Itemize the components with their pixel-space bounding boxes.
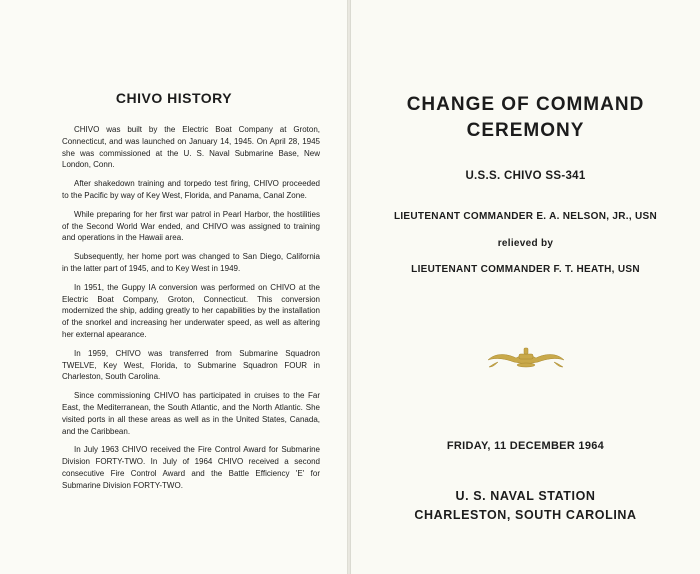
ceremony-title-line2: CEREMONY [466,120,585,141]
station-location [351,487,700,525]
history-paragraph: Subsequently, her home port was changed to San Diego, California in the latter part of 1945, and to Key West in 1949. [62,252,320,273]
history-title: CHIVO HISTORY [115,90,233,106]
right-page [351,0,700,574]
dolphins-insignia-icon [486,340,566,372]
ceremony-title-line1: CHANGE OF COMMAND [406,94,645,115]
station-line2: CHARLESTON, SOUTH CAROLINA [414,508,637,522]
history-paragraph: Since commissioning CHIVO has participated in cruises to the Far East, the Mediterranean, the South Atlantic, and the North Atlantic. She visited ports in all these areas as well as in the United States, Canada, and the Caribbean. [62,391,320,436]
station-line1: U. S. NAVAL STATION [455,489,596,503]
incoming-commander: LIEUTENANT COMMANDER F. T. HEATH, USN [411,264,640,275]
left-page [0,0,348,574]
history-paragraph: In 1959, CHIVO was transferred from Submarine Squadron TWELVE, Key West, Florida, to Submarine Squadron FOUR in Charleston, South Carolina. [62,348,320,382]
ship-name: U.S.S. CHIVO SS-341 [465,170,586,182]
history-paragraph: In July 1963 CHIVO received the Fire Control Award for Submarine Division FORTY-TWO. In July of 1964 CHIVO received a second consecutive Fire Control Award and the Battle Efficiency 'E' for Submarine Division FORTY-TWO. [62,445,320,490]
outgoing-commander: LIEUTENANT COMMANDER E. A. NELSON, JR., USN [393,211,658,222]
ceremony-title [351,92,700,144]
ceremony-date: FRIDAY, 11 DECEMBER 1964 [446,440,605,452]
history-text [62,124,320,499]
history-paragraph: CHIVO was built by the Electric Boat Company at Groton, Connecticut, and was launched on January 14, 1945. On April 28, 1945 she was commissioned at the U. S. Naval Submarine Base, New London, Conn. [62,125,320,170]
history-paragraph: While preparing for her first war patrol in Pearl Harbor, the hostilities of the Second World War ended, and CHIVO was assigned to training and operations in the Hawaii area. [62,209,320,243]
relieved-by-label: relieved by [497,238,554,249]
history-paragraph: In 1951, the Guppy IA conversion was performed on CHIVO at the Electric Boat Company, Groton, Connecticut. This conversion modernized the ship, adding greatly to her capabilities by the installation of the snorkel and increasing her underwater speed, as well as altering her external apearance. [62,282,320,339]
history-paragraph: After shakedown training and torpedo test firing, CHIVO proceeded to the Pacific by way of Key West, Florida, and Panama, Canal Zone. [62,179,320,200]
